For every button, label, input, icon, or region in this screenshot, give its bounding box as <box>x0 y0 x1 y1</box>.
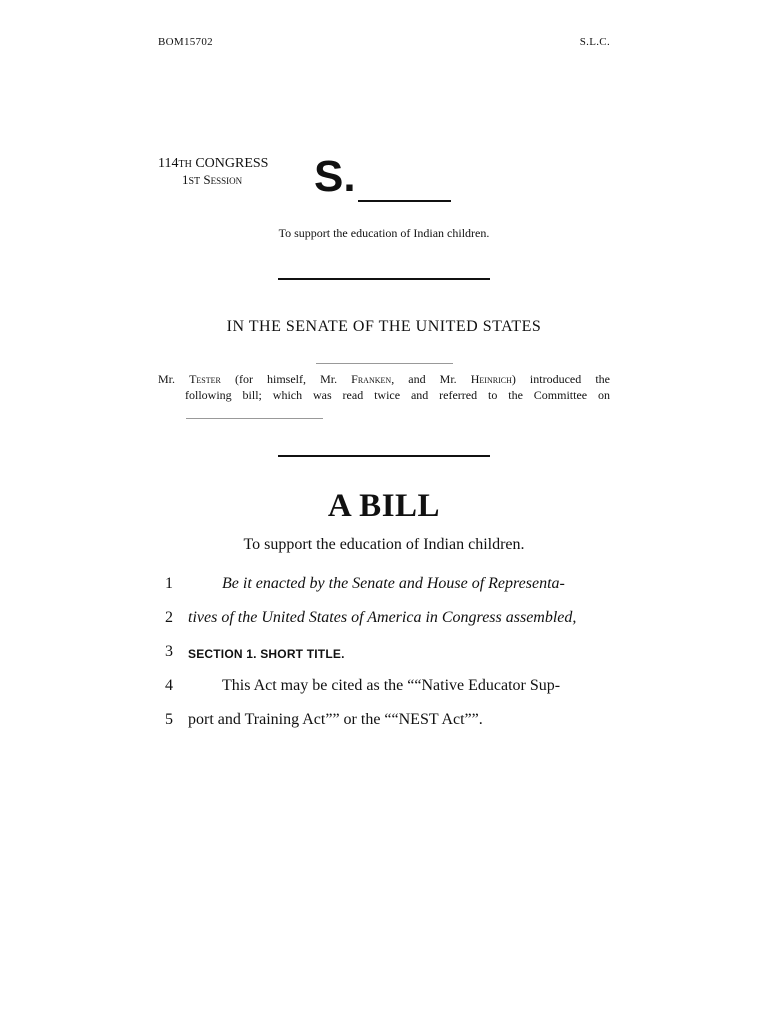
document-id: BOM15702 <box>158 36 213 48</box>
introduction-paragraph <box>158 371 610 403</box>
senate-heading: IN THE SENATE OF THE UNITED STATES <box>226 318 542 335</box>
introduction-line-2: following bill; which was read twice and referred to the Committee on <box>185 388 610 402</box>
intro-text: ) introduced the <box>511 372 610 386</box>
intro-text: , and Mr. <box>391 372 471 386</box>
bill-number-blank <box>358 200 451 202</box>
line-number: 5 <box>165 711 173 728</box>
bill-purpose: To support the education of Indian children. <box>243 536 525 553</box>
session-word: Session <box>203 172 243 187</box>
bill-number: S. <box>314 152 356 201</box>
line-number: 4 <box>165 677 173 694</box>
congress-suffix: TH <box>178 159 192 170</box>
short-purpose: To support the education of Indian children. <box>278 226 490 240</box>
cosponsor-name: Franken <box>351 372 392 386</box>
enacting-clause-line: tives of the United States of America in Congress assembled, <box>188 609 577 626</box>
session-suffix: ST <box>188 176 201 187</box>
line-number: 1 <box>165 575 173 592</box>
bill-title: A BILL <box>327 488 441 524</box>
section-text-line: port and Training Act”” or the ““NEST Act””. <box>188 711 483 728</box>
sponsor-name: Tester <box>189 372 221 386</box>
line-number: 2 <box>165 609 173 626</box>
intro-text: Mr. <box>158 372 190 386</box>
intro-text: (for himself, Mr. <box>220 372 352 386</box>
congress-num: 114 <box>158 156 179 171</box>
session-label <box>182 172 242 188</box>
enacting-clause-line: Be it enacted by the Senate and House of Representa- <box>222 575 565 592</box>
section-text-line: This Act may be cited as the ““Native Educator Sup- <box>222 677 561 694</box>
congress-number <box>158 155 268 173</box>
section-heading: SECTION 1. SHORT TITLE. <box>188 647 345 661</box>
committee-blank-line <box>186 418 323 419</box>
line-number: 3 <box>165 643 173 660</box>
introduction-line-1 <box>158 371 610 387</box>
slc-marker: S.L.C. <box>579 36 610 48</box>
divider-rule <box>278 278 490 280</box>
date-blank-line <box>316 363 453 364</box>
congress-word: CONGRESS <box>195 156 269 171</box>
divider-rule <box>278 455 490 457</box>
cosponsor-name: Heinrich <box>470 372 512 386</box>
session-num: 1 <box>182 172 189 187</box>
